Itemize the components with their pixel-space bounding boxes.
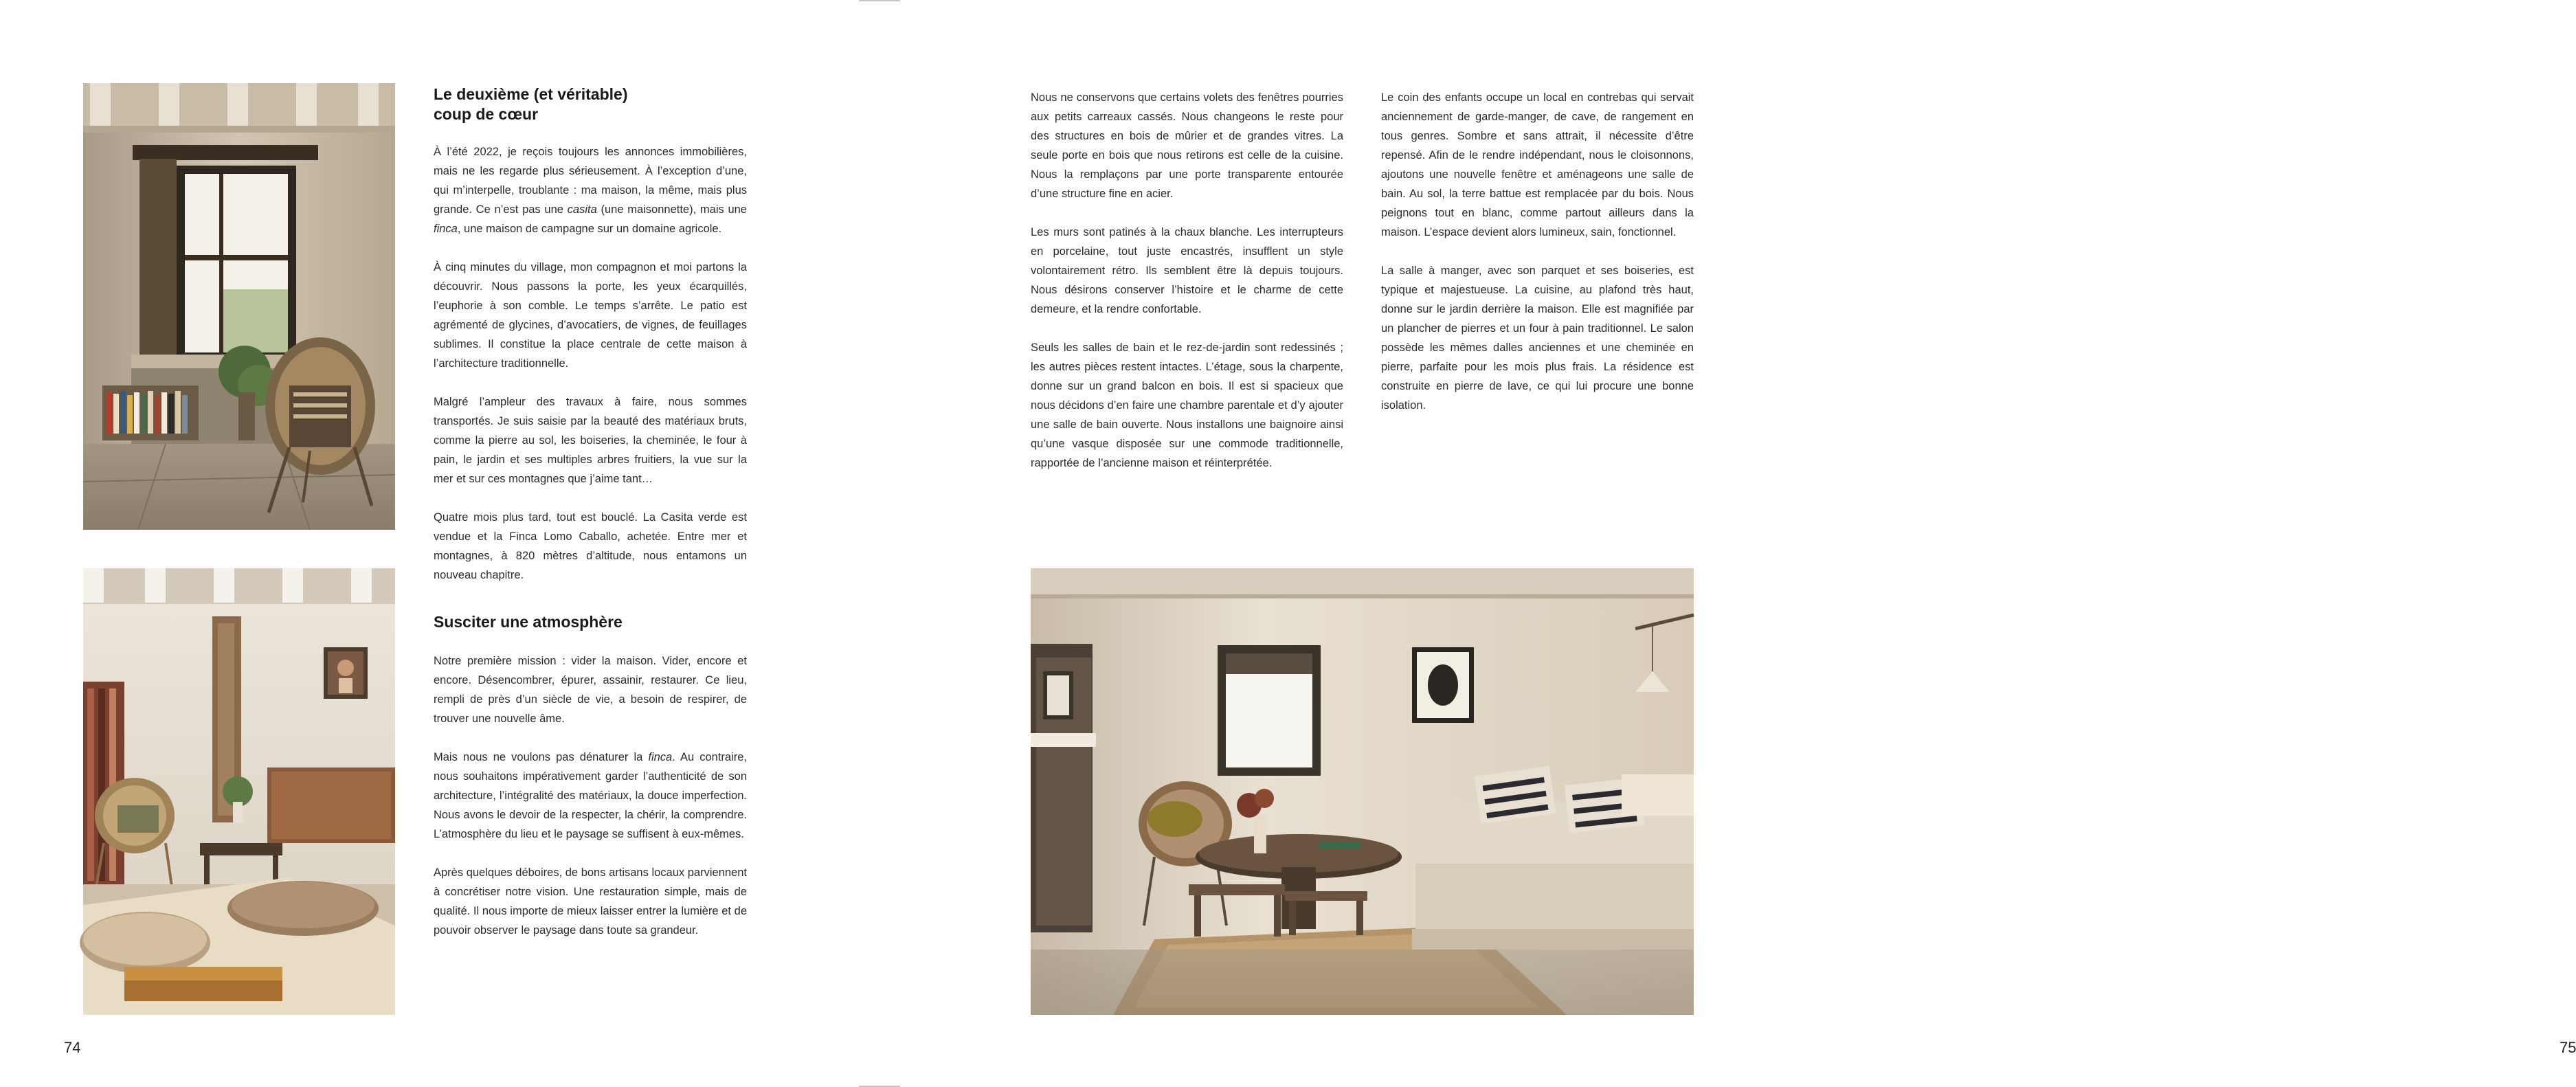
paragraph-text: (une maisonnette), mais une <box>596 203 747 216</box>
italic-term: casita <box>567 203 597 216</box>
paragraph: Les murs sont patinés à la chaux blanche. Les interrupteurs en porcelaine, tout juste encastrés, insufflent un style volontairement rétro. Ils semblent être là depuis toujours. Nous désirons conserver l’histoire et le charme de cette demeure, et la rendre confortable. <box>1031 226 1343 315</box>
photo-living-poufs <box>83 568 395 1015</box>
left-page <box>0 0 880 1087</box>
paragraph-text: . Au contraire, nous souhaitons impérativement garder l’authenticité de son architecture, l’intégralité des matériaux, la douce imperfection. Nous avons le devoir de la respecter, la chérir, la comprendre. L’atmosphère du lieu et le paysage se suffisent à eux-mêmes. <box>434 751 747 840</box>
section-title-1-line1: Le deuxième (et véritable) <box>434 85 628 103</box>
photo-salon-fireplace <box>1031 568 1694 1015</box>
page-number-right: 75 <box>2560 1039 2576 1056</box>
paragraph: Après quelques déboires, de bons artisans locaux parviennent à concrétiser notre vision. Une restauration simple, mais de qualité. Il nous importe de mieux laisser entrer la lumière et de pouvoir observer le paysage dans toute sa grandeur. <box>434 866 747 937</box>
italic-term: finca <box>648 751 673 763</box>
paragraph: Malgré l’ampleur des travaux à faire, nous sommes transportés. Je suis saisie par la beauté des matériaux bruts, comme la pierre au sol, les boiseries, la cheminée, le four à pain, le jardin et ses multiples arbres fruitiers, la vue sur la mer et sur ces montagnes que j’aime tant… <box>434 396 747 485</box>
paragraph: Seuls les salles de bain et le rez-de-jardin sont redessinés ; les autres pièces restent intactes. L’étage, sous la charpente, donne sur un grand balcon en bois. Il est si spacieux que nous décidons d’en faire une chambre parentale et d’y ajouter une salle de bain ouverte. Nous installons une baignoire ainsi qu’une vasque disposée sur une commode traditionnelle, rapportée de l’ancienne maison et réinterprétée. <box>1031 341 1343 469</box>
paragraph-text: , une maison de campagne sur un domaine agricole. <box>457 223 722 235</box>
italic-term: finca <box>434 223 458 235</box>
section-title-2: Susciter une atmosphère <box>434 613 623 631</box>
paragraph: Notre première mission : vider la maison. Vider, encore et encore. Désencombrer, épurer, assainir, restaurer. Ce lieu, rempli de près d’un siècle de vie, a besoin de respirer, de trouver une nouvelle âme. <box>434 655 747 725</box>
paragraph: Le coin des enfants occupe un local en contrebas qui servait anciennement de garde-manger, de cave, de rangement en tous genres. Sombre et sans attrait, il nécessite d’être repensé. Afin de le rendre indépendant, nous le cloisonnons, ajoutons une nouvelle fenêtre et aménageons une salle de bain. Au sol, la terre battue est remplacée par du bois. Nous peignons tout en blanc, comme partout ailleurs dans la maison. L’espace devient alors lumineux, sain, fonctionnel. <box>1381 91 1694 238</box>
paragraph: À cinq minutes du village, mon compagnon et moi partons la découvrir. Nous passons la porte, les yeux écarquillés, l’euphorie à son comble. Le temps s’arrête. Le patio est agrémenté de glycines, d’avocatiers, de vignes, de feuillages sublimes. Il constitue la place centrale de cette maison à l’architecture traditionnelle. <box>434 261 747 370</box>
page-number-left: 74 <box>64 1039 81 1056</box>
right-page <box>880 0 2576 1087</box>
section-title-1 <box>434 85 747 124</box>
left-article-text <box>434 85 747 940</box>
paragraph <box>434 142 747 238</box>
section-title-1-line2: coup de cœur <box>434 105 539 123</box>
paragraph-text: Mais nous ne voulons pas dénaturer la <box>434 751 649 763</box>
paragraph-text: À l’été 2022, je reçois toujours les annonces immobilières, mais ne les regarde plus sérieusement. À l’exception d’une, qui m’interpelle, troublante : ma maison, la même, mais plus grande. Ce n’est pas une <box>434 146 747 216</box>
right-column-2 <box>1381 88 1694 415</box>
paragraph: Nous ne conservons que certains volets des fenêtres pourries aux petits carreaux cassés. Nous changeons le reste pour des structures en bois de mûrier et de grandes vitres. La seule porte en bois que nous retirons est celle de la cuisine. Nous la remplaçons par une porte transparente entourée d’une structure fine en acier. <box>1031 91 1343 200</box>
right-column-1 <box>1031 88 1343 473</box>
paragraph: La salle à manger, avec son parquet et ses boiseries, est typique et majestueuse. La cuisine, au plafond très haut, donne sur le jardin derrière la maison. Elle est magnifiée par un plancher de pierres et un four à pain traditionnel. Le salon possède les mêmes dalles anciennes et une cheminée en pierre, parfaite pour les mois plus frais. La résidence est construite en pierre de lave, ce qui lui procure une bonne isolation. <box>1381 265 1694 412</box>
paragraph <box>434 748 747 844</box>
photo-window-chair <box>83 83 395 530</box>
paragraph: Quatre mois plus tard, tout est bouclé. La Casita verde est vendue et la Finca Lomo Caballo, achetée. Entre mer et montagnes, à 820 mètres d’altitude, nous entamons un nouveau chapitre. <box>434 511 747 581</box>
